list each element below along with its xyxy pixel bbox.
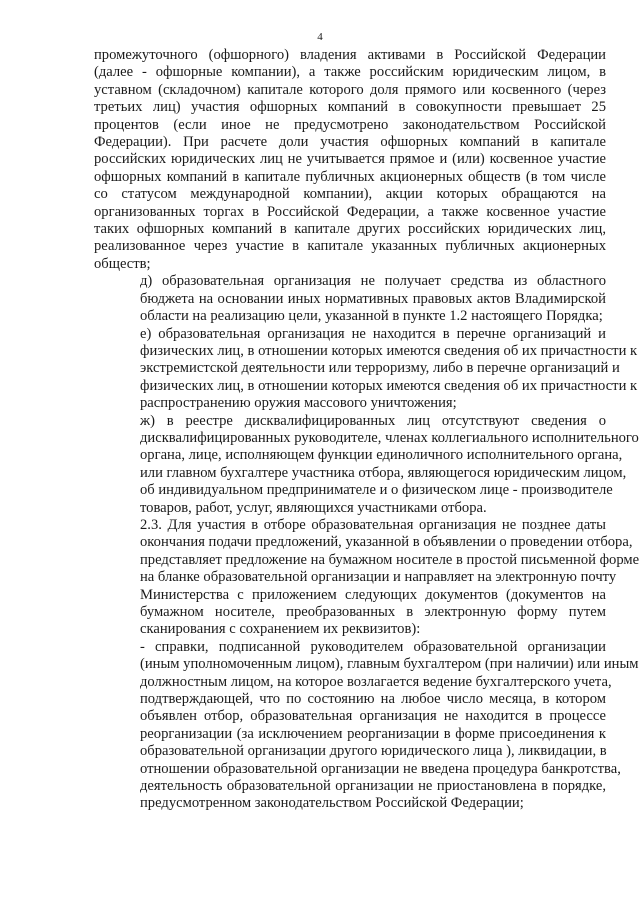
paragraph-spravki: [94, 638, 639, 813]
paragraph-cont: [94, 47, 606, 273]
text-line: - справки, подписанной руководителем образовательной организации: [140, 638, 606, 655]
text-line: сканирования с сохранением их реквизитов):: [140, 621, 421, 638]
text-line: дисквалифицированных руководителе, членах коллегиального исполнительного: [140, 429, 639, 446]
text-line: образовательной организации другого юридического лица ), ликвидации, в: [140, 743, 607, 760]
text-line: экстремистской деятельности или терроризму, либо в перечне организаций и: [140, 360, 620, 377]
text-line: е) образовательная организация не находится в перечне организаций и: [140, 325, 606, 342]
text-line: товаров, работ, услуг, являющихся участниками отбора.: [140, 499, 487, 516]
text-line: представляет предложение на бумажном носителе в простой письменной форме: [140, 551, 640, 568]
text-line: распространению оружия массового уничтожения;: [140, 395, 457, 412]
text-line: обществ;: [94, 255, 151, 272]
text-line: процентов (если иное не предусмотрено законодательством Российской: [94, 116, 606, 133]
text-line: физических лиц, в отношении которых имеются сведения об их причастности к: [140, 342, 638, 359]
text-line: организованных торгах в Российской Федерации, а также косвенное участие: [94, 203, 606, 220]
text-line: д) образовательная организация не получает средства из областного: [140, 273, 606, 290]
text-line: таких офшорных компаний в капитале других российских юридических лиц,: [94, 221, 606, 238]
text-line: (иным уполномоченным лицом), главным бухгалтером (при наличии) или иным: [140, 656, 639, 673]
text-line: уставном (складочном) капитале которого доля прямого или косвенного (через: [94, 81, 606, 98]
text-line: бюджета на основании иных нормативных правовых актов Владимирской: [140, 290, 606, 307]
paragraph-zh: [94, 412, 639, 517]
text-line: Федерации). При расчете доли участия офшорных компаний в капитале: [94, 134, 606, 151]
text-line: или главном бухгалтере участника отбора, являющегося юридическим лицом,: [140, 464, 627, 481]
text-line: должностным лицом, на которое возлагается ведение бухгалтерского учета,: [140, 673, 612, 690]
text-line: Министерства с приложением следующих документов (документов на: [140, 586, 606, 603]
text-line: отношении образовательной организации не введена процедура банкротства,: [140, 760, 621, 777]
paragraph-d: [94, 273, 606, 325]
text-line: подтверждающей, что по состоянию на любое число месяца, в котором: [140, 691, 606, 708]
text-line: физических лиц, в отношении которых имеются сведения об их причастности к: [140, 377, 638, 394]
page-number: 4: [317, 31, 323, 43]
text-line: реорганизации (за исключением реорганизации в форме присоединения к: [140, 725, 606, 742]
text-line: 2.3. Для участия в отборе образовательная организация не позднее даты: [140, 516, 606, 533]
text-line: бумажном носителе, преобразованных в электронную форму путем: [140, 604, 606, 620]
paragraph-e: [94, 325, 638, 413]
text-line: органа, лице, исполняющем функции единоличного исполнительного органа,: [140, 447, 623, 464]
text-line: объявлен отбор, образовательная организация не находится в процессе: [140, 708, 606, 725]
text-line: российских юридических лиц не учитывается прямое и (или) косвенное участие: [94, 151, 606, 168]
text-line: реализованное через участие в капитале указанных публичных акционерных: [94, 238, 606, 255]
text-line: офшорных компаний в капитале публичных акционерных обществ (в том числе: [94, 168, 606, 185]
text-line: со статусом международной компании), акции которых обращаются на: [94, 186, 606, 203]
paragraph-p23: [94, 516, 640, 639]
text-line: ж) в реестре дисквалифицированных лиц отсутствуют сведения о: [140, 412, 606, 429]
text-line: деятельность образовательной организации не приостановлена в порядке,: [140, 778, 606, 795]
text-line: об индивидуальном предпринимателе и о физическом лице - производителе: [140, 482, 613, 499]
text-line: предусмотренном законодательством Российской Федерации;: [140, 795, 524, 812]
text-line: области на реализацию цели, указанной в пункте 1.2 настоящего Порядка;: [140, 308, 603, 325]
text-line: третьих лиц) участия офшорных компаний в совокупности превышает 25: [94, 99, 606, 116]
text-line: окончания подачи предложений, указанной в объявлении о проведении отбора,: [140, 534, 633, 551]
document-body: [94, 47, 640, 813]
text-line: на бланке образовательной организации и направляет на электронную почту: [140, 569, 617, 586]
text-line: промежуточного (офшорного) владения активами в Российской Федерации: [94, 47, 606, 63]
text-line: (далее - офшорные компании), а также российским юридическим лицом, в: [94, 64, 606, 81]
